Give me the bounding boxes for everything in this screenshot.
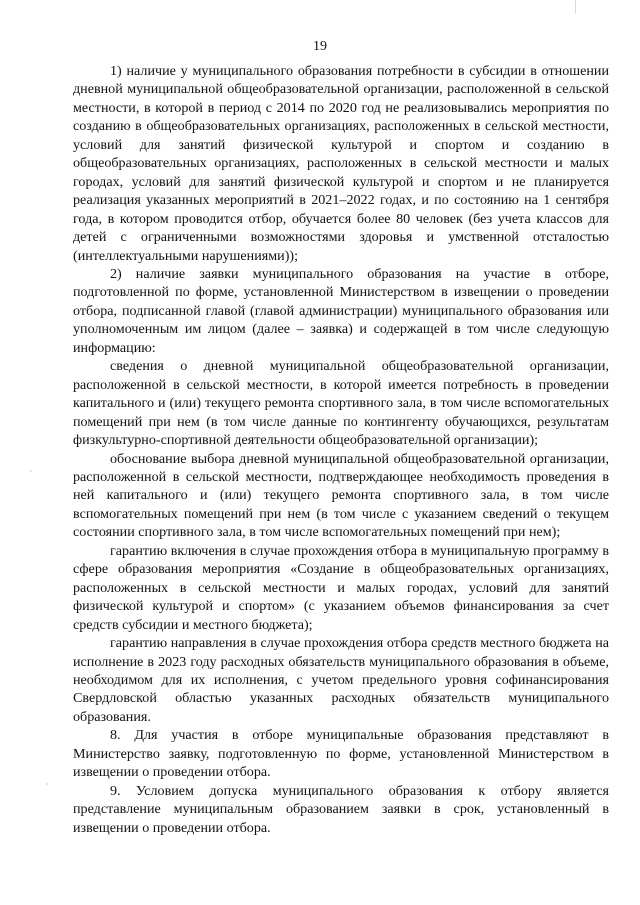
paragraph-info-school: сведения о дневной муниципальной общеобразовательной организации, расположенной в сельской местности, в которой имеется потребность в проведении капитального и (или) текущего ремонта спортивного зала, в том числе вспомогательных помещений при нем (в том числе данные по контингенту обучающихся, результатам физкультурно-спортивной деятельности общеобразовательной организации); [73, 358, 609, 449]
paragraph-guarantee-program: гарантию включения в случае прохождения отбора в муниципальную программу в сфере образования мероприятия «Создание в общеобразовательных организациях, расположенных в сельской местности и малых городах, условий для занятий физической культурой и спортом» (с указанием объемов финансирования за счет средств субсидии и местного бюджета); [73, 542, 609, 633]
paragraph-justification: обоснование выбора дневной муниципальной общеобразовательной организации, расположенной в сельской местности, подтверждающее необходимость проведения в ней капитального и (или) текущего ремонта спортивного зала, в том числе вспомогательных помещений при нем (в том числе с указанием сведений о текущем состоянии спортивного зала, в том числе вспомогательных помещений при нем); [73, 450, 609, 541]
page-number: 19 [313, 39, 327, 54]
scan-speck [46, 783, 48, 785]
paragraph-clause-9: 9. Условием допуска муниципального образования к отбору является представление муниципальным образованием заявки в срок, установленный в извещении о проведении отбора. [73, 782, 609, 836]
paragraph-clause-8: 8. Для участия в отборе муниципальные образования представляют в Министерство заявку, подготовленную по форме, установленной Министерством в извещении о проведении отбора. [73, 727, 609, 781]
scan-speck [30, 470, 32, 472]
paragraph-guarantee-funding: гарантию направления в случае прохождения отбора средств местного бюджета на исполнение в 2023 году расходных обязательств муниципального образования в объеме, необходимом для их исполнения, с учетом предельного уровня софинансирования Свердловской областью указанных расходных обязательств муниципального образования. [73, 635, 609, 725]
scan-fold-mark [575, 0, 576, 14]
document-body [73, 62, 609, 837]
paragraph-item-2: 2) наличие заявки муниципального образования на участие в отборе, подготовленной по форме, установленной Министерством в извещении о проведении отбора, подписанной главой (главой администрации) муниципального образования или уполномоченным им лицом (далее – заявка) и содержащей в том числе следующую информацию: [73, 265, 609, 356]
paragraph-item-1: 1) наличие у муниципального образования потребности в субсидии в отношении дневной муниципальной общеобразовательной организации, расположенной в сельской местности, в которой в период с 2014 по 2020 год не реализовывались мероприятия по созданию в общеобразовательных организациях, расположенных в сельской местности, условий для занятий физической культурой и спортом и созданию в общеобразовательных организациях, расположенных в сельской местности и малых городах, условий для занятий физической культурой и спортом и не планируется реализация указанных мероприятий в 2021–2022 годах, и по состоянию на 1 сентября года, в котором проводится отбор, обучается более 80 человек (без учета классов для детей с ограниченными возможностями здоровья и умственной отсталостью (интеллектуальными нарушениями)); [73, 63, 609, 264]
